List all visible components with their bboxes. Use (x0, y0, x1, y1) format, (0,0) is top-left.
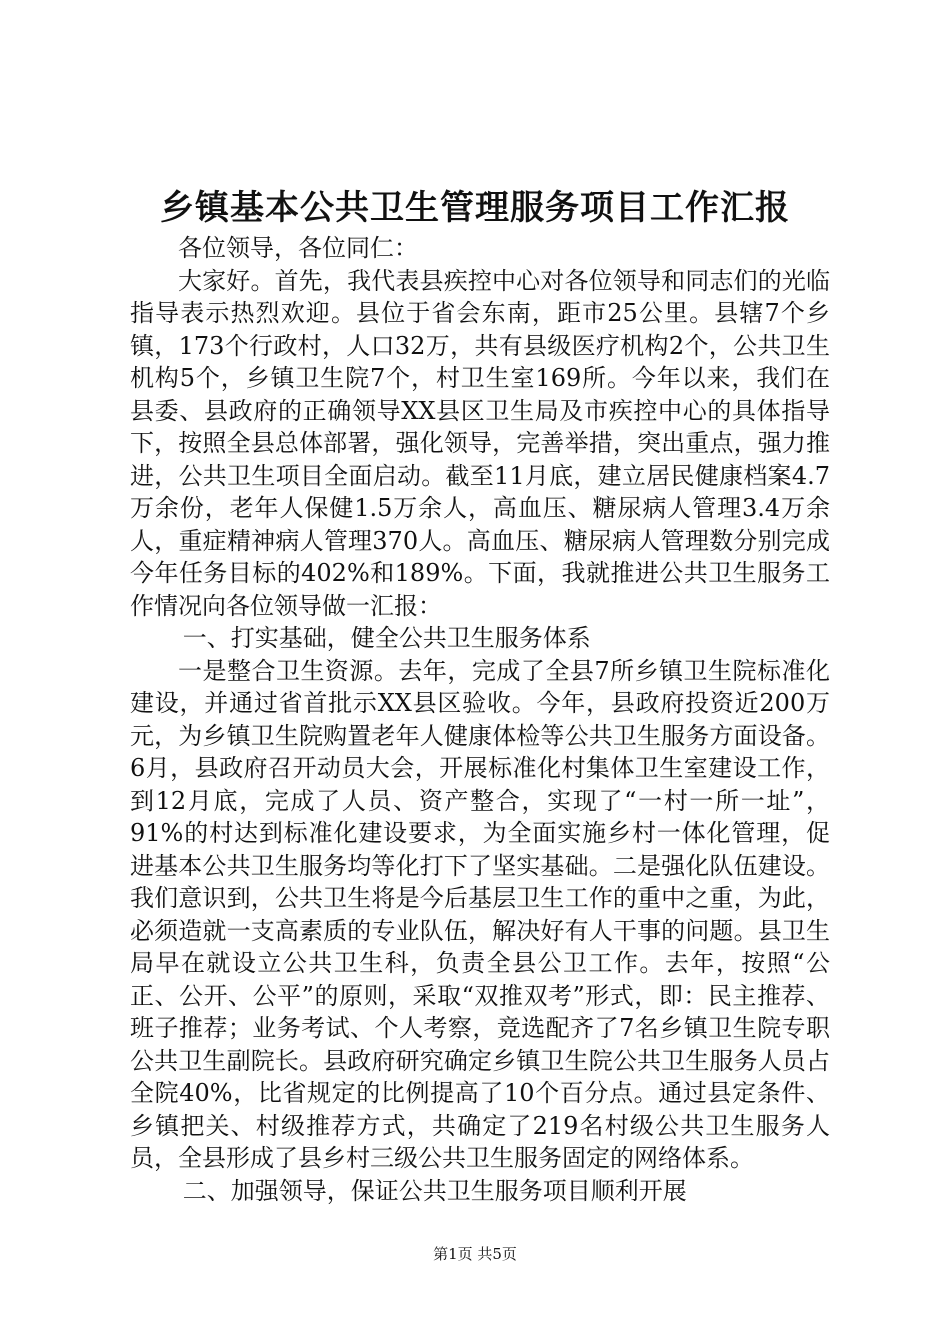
document-body (130, 232, 830, 1207)
paragraph-intro: 大家好。首先，我代表县疾控中心对各位领导和同志们的光临指导表示热烈欢迎。县位于省会东南，距市25公里。县辖7个乡镇，173个行政村，人口32万，共有县级医疗机构2个，公共卫生机构5个，乡镇卫生院7个，村卫生室169所。今年以来，我们在县委、县政府的正确领导XX县区卫生局及市疾控中心的具体指导下，按照全县总体部署，强化领导，完善举措，突出重点，强力推进，公共卫生项目全面启动。截至11月底，建立居民健康档案4.7万余份，老年人保健1.5万余人，高血压、糖尿病人管理3.4万余人，重症精神病人管理370人。高血压、糖尿病人管理数分别完成今年任务目标的402%和189%。下面，我就推进公共卫生服务工作情况向各位领导做一汇报： (130, 266, 830, 620)
page-number: 第1页 (433, 1245, 473, 1263)
salutation: 各位领导，各位同仁： (178, 234, 418, 262)
page-total: 共5页 (477, 1245, 517, 1263)
section-heading-1: 一、打实基础，健全公共卫生服务体系 (182, 624, 591, 652)
page-footer (0, 1244, 950, 1264)
document-title: 乡镇基本公共卫生管理服务项目工作汇报 (160, 188, 790, 228)
section-heading-2: 二、加强领导，保证公共卫生服务项目顺利开展 (182, 1176, 687, 1205)
paragraph-section-1: 一是整合卫生资源。去年，完成了全县7所乡镇卫生院标准化建设，并通过省首批示XX县区验收。今年，县政府投资近200万元，为乡镇卫生院购置老年人健康体检等公共卫生服务方面设备。6月，县政府召开动员大会，开展标准化村集体卫生室建设工作，到12月底，完成了人员、资产整合，实现了“一村一所一址”，91%的村达到标准化建设要求，为全面实施乡村一体化管理，促进基本公共卫生服务均等化打下了坚实基础。二是强化队伍建设。我们意识到，公共卫生将是今后基层卫生工作的重中之重，为此，必须造就一支高素质的专业队伍，解决好有人干事的问题。县卫生局早在就设立公共卫生科，负责全县公卫工作。去年，按照“公正、公开、公平”的原则，采取“双推双考”形式，即：民主推荐、班子推荐；业务考试、个人考察，竞选配齐了7名乡镇卫生院专职公共卫生副院长。县政府研究确定乡镇卫生院公共卫生服务人员占全院40%，比省规定的比例提高了10个百分点。通过县定条件、乡镇把关、村级推荐方式，共确定了219名村级公共卫生服务人员，全县形成了县乡村三级公共卫生服务固定的网络体系。 (130, 656, 830, 1172)
